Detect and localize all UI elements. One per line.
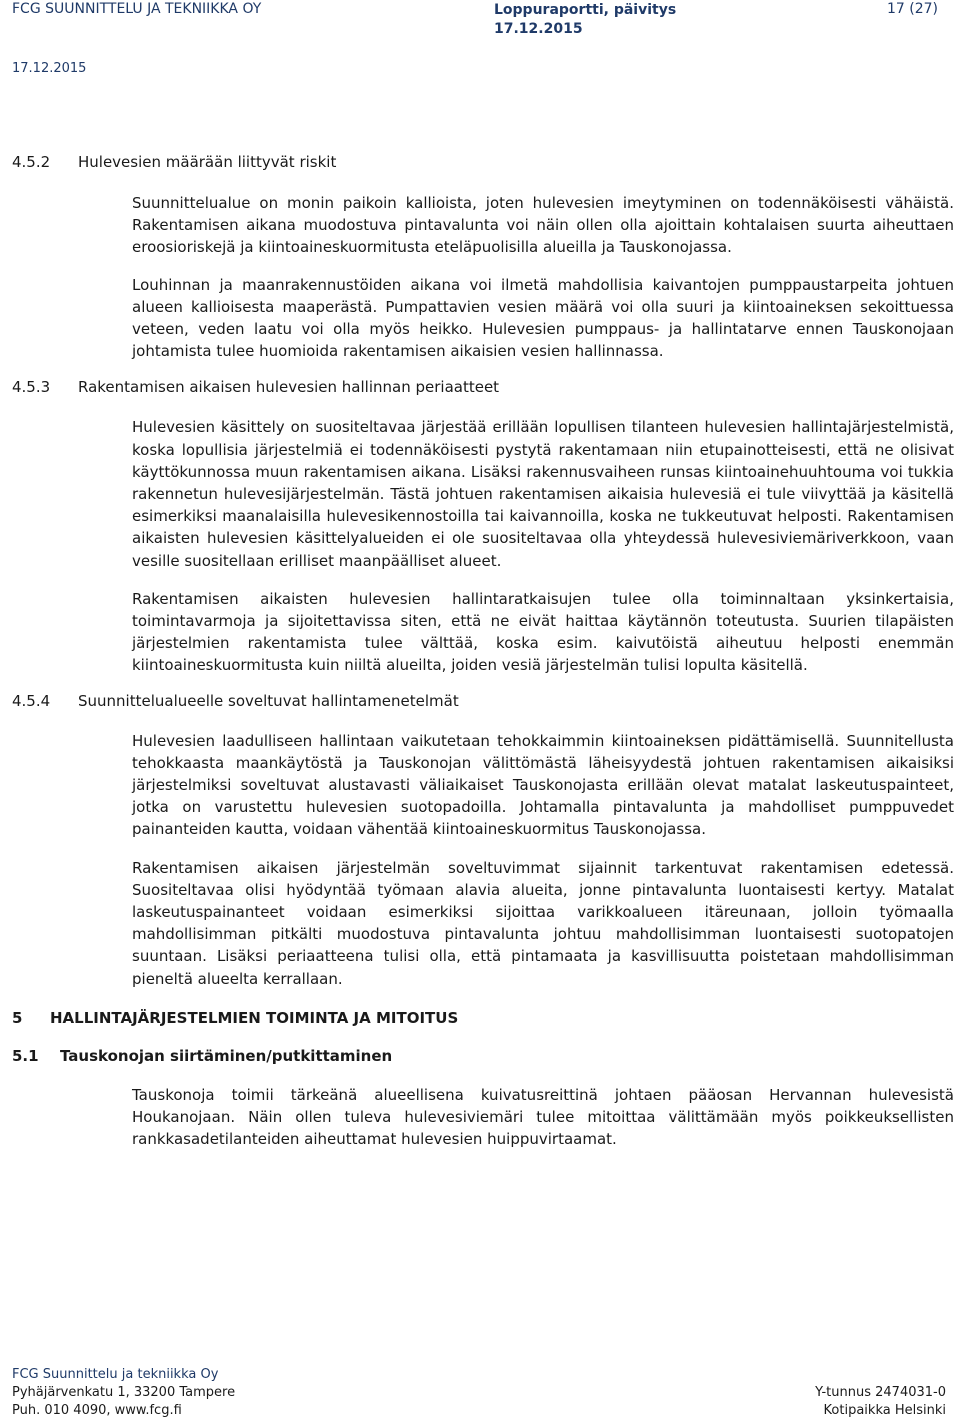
page-footer xyxy=(12,1366,946,1420)
paragraph: Tauskonoja toimii tärkeänä alueellisena kuivatusreittinä johtaen pääosan Hervannan hulevesistä Houkanojaan. Näin ollen tuleva hulevesiviemäri tulee mitoittaa välittämään myös poikkeuksellisten rankkasadetilanteiden aiheuttamat hulevesien huippuvirtaamat. xyxy=(132,1085,954,1149)
document-body xyxy=(12,152,954,1151)
section-number: 4.5.2 xyxy=(12,153,51,171)
paragraph: Hulevesien laadulliseen hallintaan vaikutetaan tehokkaimmin kiintoaineksen pidättämisellä. Suunnitellusta tehokkaasta maankäytöstä ja Tauskonojan välittömästä läheisyydestä johtuen rakentamisen aikaisiksi järjestelmiksi soveltuvat alustavasti väliaikaiset Tauskonojasta erillään olevat matalat laskeutuspainteet, jotka on varustettu hulevesien suotopadoilla. Johtamalla pintavalunta ja mahdolliset pumppuvedet painanteiden kautta, voidaan vähentää kiintoaineskuormitus Tauskonojassa. xyxy=(132,731,954,839)
header-company: FCG SUUNNITTELU JA TEKNIIKKA OY xyxy=(12,1,262,17)
footer-domicile: Kotipaikka Helsinki xyxy=(823,1403,946,1418)
paragraph: Hulevesien käsittely on suositeltavaa järjestää erillään lopullisen tilanteen hulevesien hallintajärjestelmistä, koska lopullisia järjestelmiä ei todennäköisesti pystytä rakentamaan niin etupainotteisesti, että ne olisivat käyttökunnossa muun rakentamisen aikana. Lisäksi rakennusvaiheen runsas kiintoainehuuhtouma voi tukkia rakennetun hulevesijärjestelmän. Tästä johtuen rakentamisen aikaisia hulevesiä ei tule viivyttää ja käsitellä esimerkiksi maanalaisilla hulevesikennostoilla tai kaivannoilla, koska ne tukkeutuvat helposti. Rakentamisen aikaisten hulevesien käsittelyalueiden ei ole suositeltavaa olla yhteydessä hulevesiviemäriverkkoon, vaan vesille suositellaan erilliset maanpäälliset alueet. xyxy=(132,418,954,570)
paragraph: Louhinnan ja maanrakennustöiden aikana voi ilmetä mahdollisia kaivantojen pumppaustarpeita johtuen alueen kallioisesta maaperästä. Pumpattavien vesien määrä voi olla suuri ja kiintoaineksen sekoittuessa veteen, veden laatu voi olla myös heikko. Hulevesien pumppaus- ja hallintatarve ennen Tauskonojaan johtamista tulee huomioida rakentamisen aikaisien vesien hallinnassa. xyxy=(132,275,954,361)
section-heading-4-5-3 xyxy=(12,377,954,398)
section-number: 5.1 xyxy=(12,1046,39,1065)
header-page-number: 17 (27) xyxy=(886,1,938,17)
header-date: 17.12.2015 xyxy=(12,61,87,76)
paragraph: Suunnittelualue on monin paikoin kallioista, joten hulevesien imeytyminen on todennäköisesti vähäistä. Rakentamisen aikana muodostuva pintavalunta voi näin ollen olla ajoittain kohtalaisen suurta aiheuttaen eroosioriskejä ja kiintoaineskuormitusta eteläpuolisilla alueilla ja Tauskonojassa. xyxy=(132,194,954,257)
section-number: 4.5.3 xyxy=(12,378,51,397)
page-header xyxy=(0,0,960,40)
header-doc-date: 17.12.2015 xyxy=(494,21,583,37)
footer-company: FCG Suunnittelu ja tekniikka Oy xyxy=(12,1367,219,1382)
section-title: Tauskonojan siirtäminen/putkittaminen xyxy=(60,1046,393,1065)
section-heading-4-5-2 xyxy=(12,152,954,173)
footer-business-id: Y-tunnus 2474031-0 xyxy=(815,1385,946,1400)
header-doc-info xyxy=(494,1,676,39)
chapter-number: 5 xyxy=(12,1008,23,1027)
paragraph: Rakentamisen aikaisen järjestelmän soveltuvimmat sijainnit tarkentuvat rakentamisen edetessä. Suositeltavaa olisi hyödyntää työmaan alavia alueita, jonne pintavalunta luontaisesti kertyy. Matalat laskeutuspainanteet voidaan esimerkiksi sijoittaa varikkoalueen itäreunaan, jolloin työmaalla mahdollisimman pitkälti muodostuva pintavalunta johtuu mahdollisimman luontaisesti suotopatojen suuntaan. Lisäksi periaatteena tulisi olla, että pintamaata ja kasvillisuutta poistetaan mahdollisimman pieneltä alueelta kerrallaan. xyxy=(132,858,954,988)
footer-contact: Puh. 010 4090, www.fcg.fi xyxy=(12,1403,182,1418)
chapter-heading-5 xyxy=(12,1008,954,1029)
paragraph: Rakentamisen aikaisten hulevesien hallintaratkaisujen tulee olla toiminnaltaan yksinkertaisia, toimintavarmoja ja sijoitettavissa siten, että ne eivät haittaa käytännön toteutusta. Suurien tilapäisten järjestelmien rakentamista tulee välttää, koska esim. kaivutöistä aiheutuu helposti enemmän kiintoaineskuormitusta kuin niiltä alueilta, joiden vesiä järjestelmän tulisi lopulta käsitellä. xyxy=(132,589,954,675)
footer-address: Pyhäjärvenkatu 1, 33200 Tampere xyxy=(12,1385,236,1400)
section-title: Rakentamisen aikaisen hulevesien hallinnan periaatteet xyxy=(78,378,500,397)
section-title: Hulevesien määrään liittyvät riskit xyxy=(78,153,337,171)
section-title: Suunnittelualueelle soveltuvat hallintamenetelmät xyxy=(78,691,459,710)
header-doc-title: Loppuraportti, päivitys xyxy=(494,2,677,18)
section-heading-4-5-4 xyxy=(12,691,954,712)
chapter-title: HALLINTAJÄRJESTELMIEN TOIMINTA JA MITOITUS xyxy=(50,1008,459,1027)
section-heading-5-1 xyxy=(12,1046,954,1067)
section-number: 4.5.4 xyxy=(12,691,51,710)
